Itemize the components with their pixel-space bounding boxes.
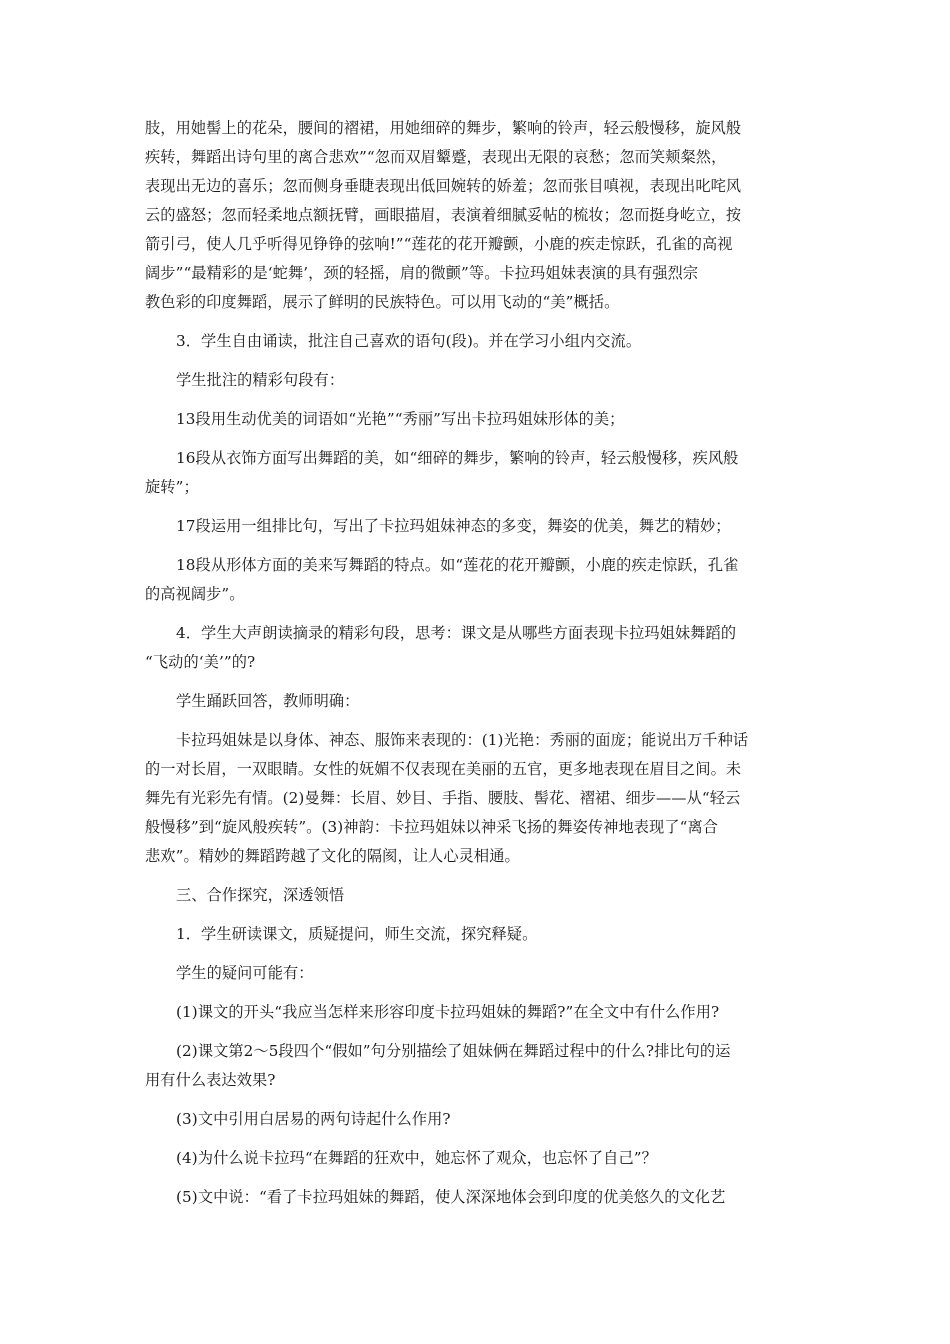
paragraph-question-5: [145, 1183, 807, 1212]
text-line: 箭引弓，使人几乎听得见铮铮的弦响!”“莲花的花开瓣颤，小鹿的疾走惊跃，孔雀的高视: [145, 235, 733, 253]
paragraph-section-3: [145, 881, 807, 910]
text-line: 学生批注的精彩句段有：: [176, 371, 345, 389]
text-line: 肢，用她髻上的花朵，腰间的褶裙，用她细碎的舞步，繁响的铃声，轻云般慢移，旋风般: [145, 119, 742, 137]
text-line: 三、合作探究，深透领悟: [176, 886, 345, 904]
text-line: 13段用生动优美的词语如“光艳”“秀丽”写出卡拉玛姐妹形体的美；: [176, 410, 625, 428]
paragraph-question-3: [145, 1105, 807, 1134]
paragraph-question-4: [145, 1144, 807, 1173]
text-line: 的一对长眉，一双眼睛。女性的妩媚不仅表现在美丽的五官，更多地表现在眉目之间。未: [145, 760, 742, 778]
paragraph-inquiry-1: [145, 920, 807, 949]
text-line: 4．学生大声朗读摘录的精彩句段，思考：课文是从哪些方面表现卡拉玛姐妹舞蹈的: [176, 624, 737, 642]
paragraph-annotation-16: [145, 444, 807, 502]
text-line: 3．学生自由诵读，批注自己喜欢的语句(段)。并在学习小组内交流。: [176, 332, 642, 350]
text-line: (2)课文第2～5段四个“假如”句分别描绘了姐妹俩在舞蹈过程中的什么?排比句的运: [176, 1042, 731, 1060]
text-line: 教色彩的印度舞蹈，展示了鲜明的民族特色。可以用飞动的“美”概括。: [145, 293, 620, 311]
text-line: (1)课文的开头“我应当怎样来形容印度卡拉玛姐妹的舞蹈?”在全文中有什么作用?: [176, 1003, 720, 1021]
paragraph-step-4: [145, 619, 807, 677]
text-line: 般慢移”到“旋风般疾转”。(3)神韵：卡拉玛姐妹以神采飞扬的舞姿传神地表现了“离合: [145, 818, 719, 836]
text-line: 1．学生研读课文，质疑提问，师生交流，探究释疑。: [176, 925, 538, 943]
text-line: 学生踊跃回答，教师明确：: [176, 692, 360, 710]
text-line: 用有什么表达效果?: [145, 1071, 276, 1089]
text-line: “飞动的‘美’”的?: [145, 653, 256, 671]
text-line: (5)文中说：“看了卡拉玛姐妹的舞蹈，使人深深地体会到印度的优美悠久的文化艺: [176, 1188, 726, 1206]
paragraph-questions-heading: [145, 959, 807, 988]
text-line: 阔步”“最精彩的是‘蛇舞’，颈的轻摇，肩的微颤”等。卡拉玛姐妹表演的具有强烈宗: [145, 264, 699, 282]
paragraph-annotations-heading: [145, 366, 807, 395]
paragraph-annotation-17: [145, 512, 807, 541]
text-line: 学生的疑问可能有：: [176, 964, 314, 982]
text-line: 的高视阔步”。: [145, 585, 245, 603]
paragraph-question-1: [145, 998, 807, 1027]
text-line: 卡拉玛姐妹是以身体、神态、服饰来表现的：(1)光艳：秀丽的面庞；能说出万千种话: [176, 731, 749, 749]
text-line: 16段从衣饰方面写出舞蹈的美，如“细碎的舞步，繁响的铃声，轻云般慢移，疾风般: [176, 449, 739, 467]
text-line: 18段从形体方面的美来写舞蹈的特点。如“莲花的花开瓣颤，小鹿的疾走惊跃，孔雀: [176, 556, 739, 574]
text-line: 云的盛怒；忽而轻柔地点额抚臂，画眼描眉，表演着细腻妥帖的梳妆；忽而挺身屹立，按: [145, 206, 742, 224]
text-line: 旋转”；: [145, 478, 199, 496]
paragraph-step-3: [145, 327, 807, 356]
paragraph-question-2: [145, 1037, 807, 1095]
paragraph-intro-continuation: [145, 114, 807, 317]
paragraph-answer: [145, 726, 807, 871]
paragraph-annotation-18: [145, 551, 807, 609]
text-line: 表现出无边的喜乐；忽而侧身垂睫表现出低回婉转的娇羞；忽而张目嗔视，表现出叱咤风: [145, 177, 742, 195]
text-line: (4)为什么说卡拉玛“在舞蹈的狂欢中，她忘怀了观众，也忘怀了自己”？: [176, 1149, 657, 1167]
paragraph-annotation-13: [145, 405, 807, 434]
text-line: 17段运用一组排比句，写出了卡拉玛姐妹神态的多变，舞姿的优美，舞艺的精妙；: [176, 517, 731, 535]
paragraph-teacher-clarify: [145, 687, 807, 716]
text-line: 舞先有光彩先有情。(2)曼舞：长眉、妙目、手指、腰肢、髻花、褶裙、细步——从“轻云: [145, 789, 741, 807]
text-line: 悲欢”。精妙的舞蹈跨越了文化的隔阂，让人心灵相通。: [145, 847, 520, 865]
document-page: [145, 114, 807, 1212]
text-line: 疾转，舞蹈出诗句里的离合悲欢”“忽而双眉颦蹙，表现出无限的哀愁；忽而笑颊粲然，: [145, 148, 727, 166]
text-line: (3)文中引用白居易的两句诗起什么作用?: [176, 1110, 451, 1128]
